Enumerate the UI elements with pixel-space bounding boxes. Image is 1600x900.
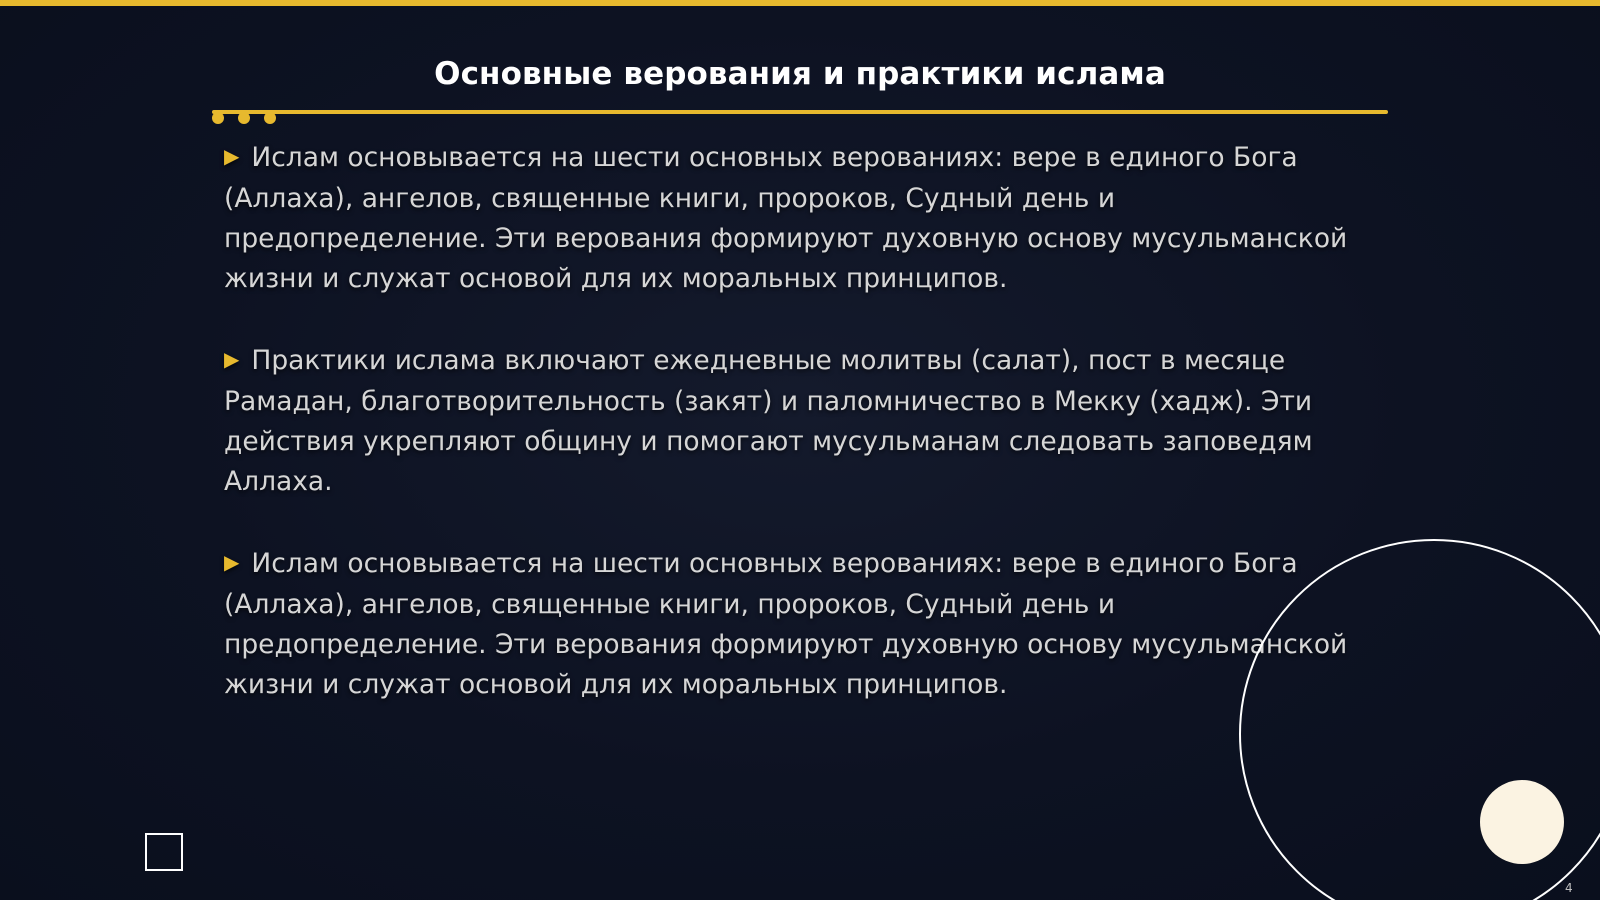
bullet-item: [224, 341, 1374, 502]
bullet-item: [224, 544, 1374, 705]
bullet-text: Ислам основывается на шести основных верованиях: вере в единого Бога (Аллаха), ангелов, священные книги, пророков, Судный день и предопределение. Эти верования формируют духовную основу мусульманской жизни и служат основой для их моральных принципов.: [224, 548, 1348, 700]
page-number: 4: [1565, 881, 1573, 895]
bullet-item: [224, 138, 1374, 299]
bullet-text: Практики ислама включают ежедневные молитвы (салат), пост в месяце Рамадан, благотворительность (закят) и паломничество в Мекку (хадж). Эти действия укрепляют общину и помогают мусульманам следовать заповедям Аллаха.: [224, 345, 1313, 497]
slide-title: Основные верования и практики ислама: [434, 56, 1166, 92]
triangle-bullet-icon: ▶: [224, 144, 240, 168]
decorative-square: [145, 833, 183, 871]
decorative-filled-circle: [1480, 780, 1564, 864]
top-accent-bar: [0, 0, 1600, 6]
title-underline: [212, 110, 1388, 114]
bullet-list: [224, 138, 1374, 747]
bullet-text: Ислам основывается на шести основных верованиях: вере в единого Бога (Аллаха), ангелов, священные книги, пророков, Судный день и предопределение. Эти верования формируют духовную основу мусульманской жизни и служат основой для их моральных принципов.: [224, 142, 1348, 294]
decorative-dot: [264, 112, 276, 124]
triangle-bullet-icon: ▶: [224, 347, 240, 371]
decorative-dot: [212, 112, 224, 124]
triangle-bullet-icon: ▶: [224, 550, 240, 574]
decorative-dot: [238, 112, 250, 124]
